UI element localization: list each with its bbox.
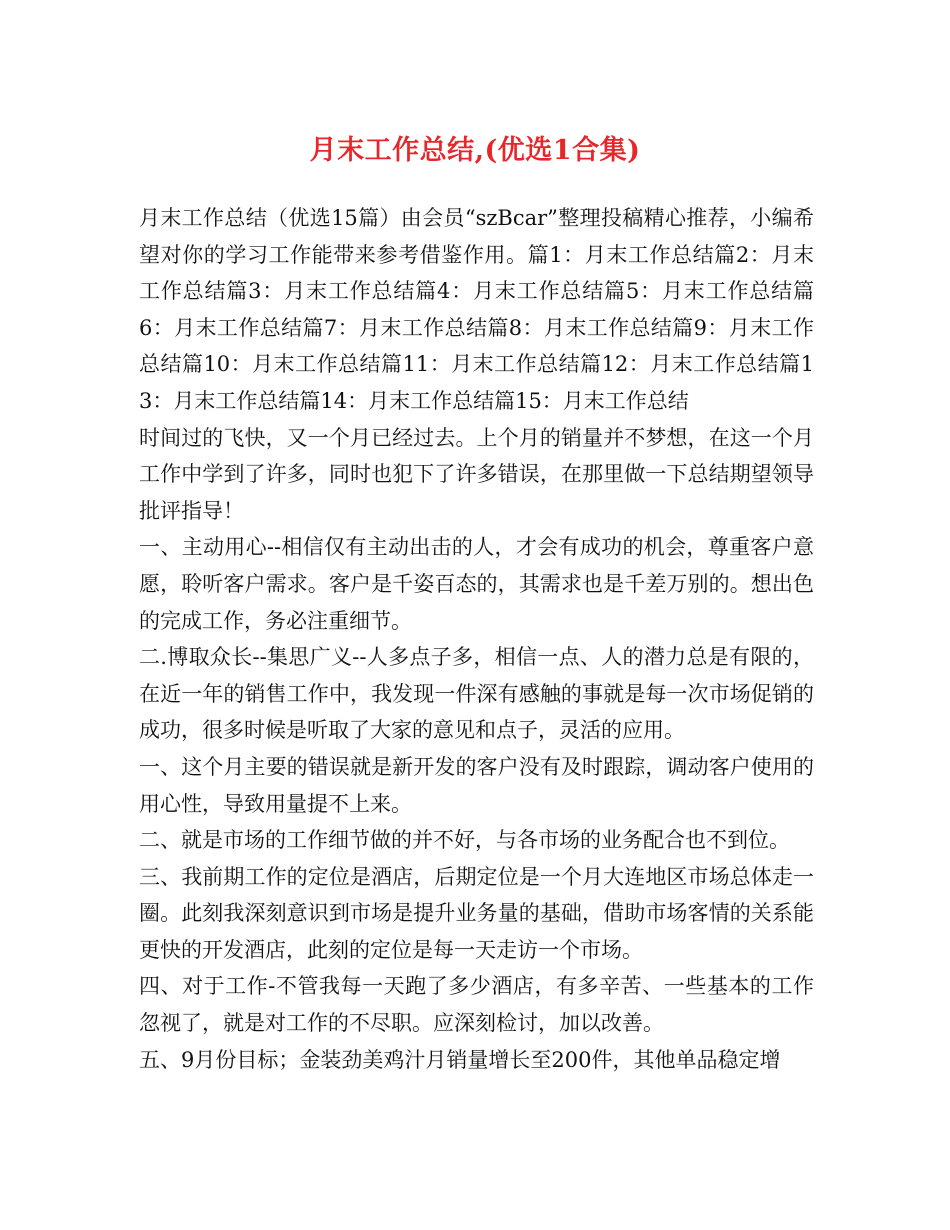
document-body	[139, 200, 814, 1078]
paragraph-mistake-1: 一、这个月主要的错误就是新开发的客户没有及时跟踪，调动客户使用的用心性，导致用量提不上来。	[139, 754, 814, 816]
paragraph-opening: 时间过的飞快，又一个月已经过去。上个月的销量并不梦想，在这一个月工作中学到了许多，同时也犯下了许多错误，在那里做一下总结期望领导批评指导！	[139, 425, 814, 523]
paragraph-intro: 月末工作总结（优选15篇）由会员“szBcar”整理投稿精心推荐，小编希望对你的学习工作能带来参考借鉴作用。篇1：月末工作总结篇2：月末工作总结篇3：月末工作总结篇4：月末工作总结篇5：月末工作总结篇6：月末工作总结篇7：月末工作总结篇8：月末工作总结篇9：月末工作总结篇10：月末工作总结篇11：月末工作总结篇12：月末工作总结篇13：月末工作总结篇14：月末工作总结篇15：月末工作总结	[139, 206, 814, 413]
paragraph-mistake-3: 三、我前期工作的定位是酒店，后期定位是一个月大连地区市场总体走一圈。此刻我深刻意识到市场是提升业务量的基础，借助市场客情的关系能更快的开发酒店，此刻的定位是每一天走访一个市场。	[139, 864, 814, 962]
paragraph-initiative: 一、主动用心--相信仅有主动出击的人，才会有成功的机会，尊重客户意愿，聆听客户需求。客户是千姿百态的，其需求也是千差万别的。想出色的完成工作，务必注重细节。	[139, 535, 814, 633]
paragraph-mistake-2: 二、就是市场的工作细节做的并不好，与各市场的业务配合也不到位。	[139, 828, 790, 853]
paragraph-collaboration: 二.博取众长--集思广义--人多点子多，相信一点、人的潜力总是有限的，在近一年的销售工作中，我发现一件深有感触的事就是每一次市场促销的成功，很多时候是听取了大家的意见和点子，灵活的应用。	[139, 645, 814, 743]
paragraph-mistake-4: 四、对于工作-不管我每一天跑了多少酒店，有多辛苦、一些基本的工作忽视了，就是对工作的不尽职。应深刻检讨，加以改善。	[139, 974, 814, 1036]
paragraph-goal: 五、9月份目标；金装劲美鸡汁月销量增长至200件，其他单品稳定增	[139, 1047, 781, 1072]
document-title: 月末工作总结,(优选1合集)	[309, 135, 641, 166]
